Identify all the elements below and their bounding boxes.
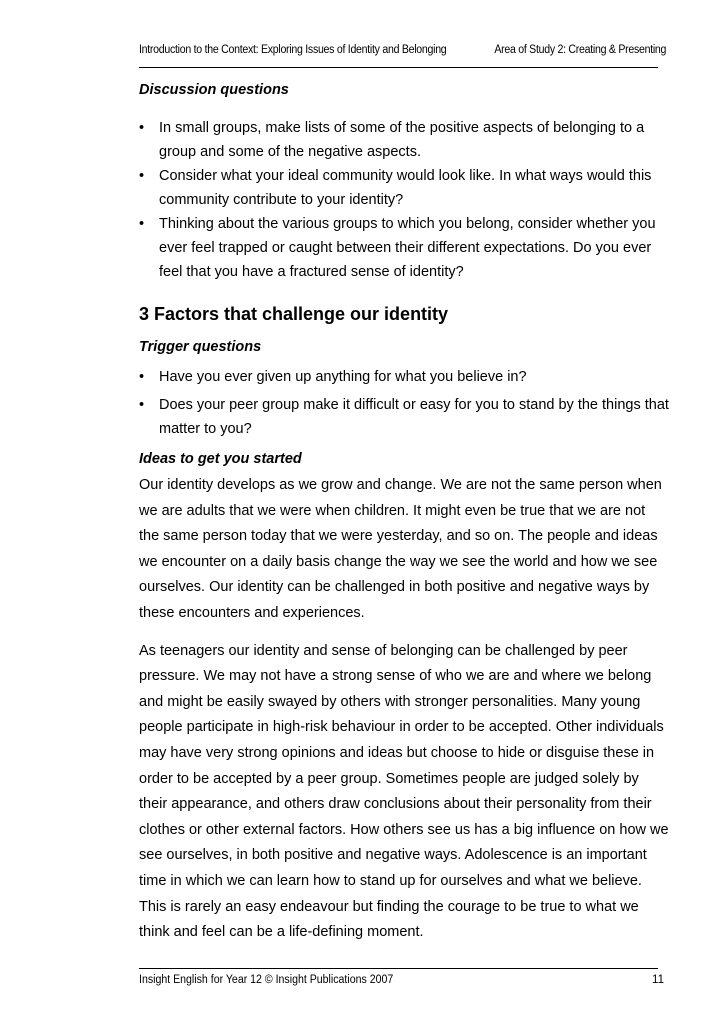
list-item bbox=[139, 164, 669, 212]
body-paragraph: As teenagers our identity and sense of belonging can be challenged by peer pressure. We may not have a strong sense of who we are and where we belong and might be easily swayed by others with stronger personalities. Many young people participate in high-risk behaviour in order to be accepted. Other individuals may have very strong opinions and ideas but choose to hide or disguise these in order to be accepted by a peer group. Sometimes people are judged solely by their appearance, and others draw conclusions about their personality from their clothes or other external factors. How others see us has a big influence on how we see ourselves, in both positive and negative ways. Adolescence is an important time in which we can learn how to stand up for ourselves and what we believe. This is rarely an easy endeavour but finding the courage to be true to what we think and feel can be a life-defining moment. bbox=[139, 642, 669, 941]
list-item-text: In small groups, make lists of some of the positive aspects of belonging to a group and some of the negative aspects. bbox=[159, 120, 645, 160]
page-footer bbox=[139, 974, 668, 986]
bullet-icon: • bbox=[139, 168, 145, 184]
footer-left-text: Insight English for Year 12 © Insight Publications 2007 bbox=[139, 974, 394, 986]
header-right-text: Area of Study 2: Creating & Presenting bbox=[494, 44, 667, 56]
footer-divider bbox=[139, 968, 658, 969]
list-item-text: Consider what your ideal community would look like. In what ways would this community contribute to your identity? bbox=[159, 168, 652, 208]
list-item-text: Thinking about the various groups to which you belong, consider whether you ever feel trapped or caught between their different expectations. Do you ever feel that you have a fractured sense of identity? bbox=[159, 216, 656, 280]
header-left-text: Introduction to the Context: Exploring Issues of Identity and Belonging bbox=[139, 44, 447, 56]
discussion-heading: Discussion questions bbox=[139, 82, 289, 98]
bullet-icon: • bbox=[139, 120, 145, 136]
list-item bbox=[139, 393, 669, 441]
body-paragraph: Our identity develops as we grow and change. We are not the same person when we are adults that we were when children. It might even be true that we are not the same person today that we were yesterday, and so on. The people and ideas we encounter on a daily basis change the way we see the world and how we see ourselves. Our identity can be challenged in both positive and negative ways by these encounters and experiences. bbox=[139, 477, 662, 621]
bullet-icon: • bbox=[139, 216, 145, 232]
section-title: 3 Factors that challenge our identity bbox=[139, 304, 449, 324]
bullet-icon: • bbox=[139, 397, 145, 413]
page-number: 11 bbox=[652, 974, 664, 986]
trigger-heading: Trigger questions bbox=[139, 339, 262, 355]
trigger-list bbox=[139, 365, 669, 441]
header-divider bbox=[139, 67, 658, 68]
discussion-list bbox=[139, 116, 669, 284]
list-item-text: Does your peer group make it difficult or easy for you to stand by the things that matter to you? bbox=[159, 397, 669, 437]
list-item bbox=[139, 212, 669, 284]
page-header bbox=[139, 44, 667, 60]
list-item-text: Have you ever given up anything for what you believe in? bbox=[159, 369, 527, 385]
page-content bbox=[139, 82, 669, 946]
ideas-heading: Ideas to get you started bbox=[139, 451, 302, 467]
bullet-icon: • bbox=[139, 369, 145, 385]
list-item bbox=[139, 116, 669, 164]
list-item bbox=[139, 365, 669, 389]
